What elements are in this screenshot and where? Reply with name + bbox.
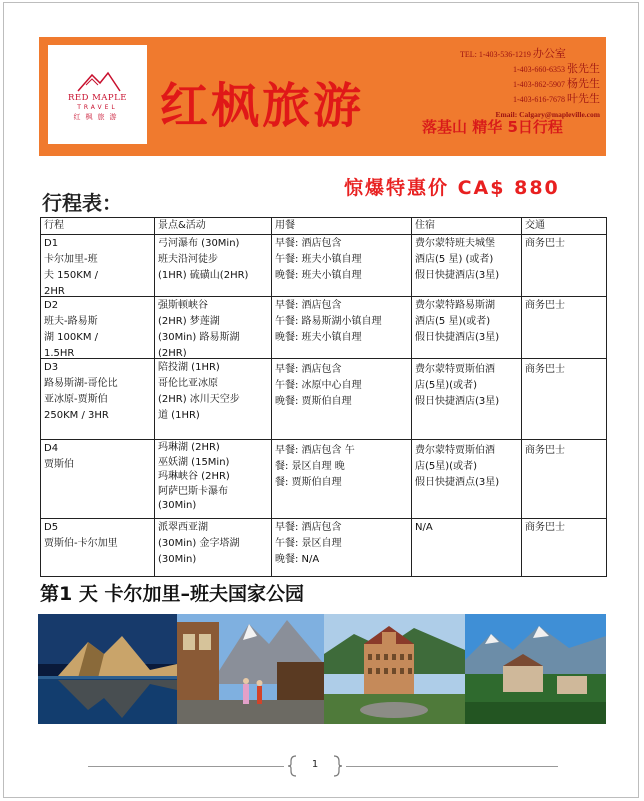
cell-line: 道 (1HR) [158, 410, 200, 421]
lake-photo-illustration [38, 614, 177, 724]
cell-line: 巫妖湖 (15Min) [158, 456, 230, 468]
cell-line: 餐: 贾斯伯自理 [275, 477, 342, 488]
banff-springs-hotel-photo [324, 614, 465, 724]
hotel-cell [412, 359, 522, 440]
contact-name: 张先生 [567, 63, 600, 75]
cell-line: 晚餐: 贾斯伯自理 [275, 396, 352, 407]
cell-line: 酒店(5 星)(或者) [415, 316, 491, 327]
cell-line: 假日快捷酒点(3星) [415, 477, 500, 488]
cell-line: 商务巴士 [525, 445, 565, 456]
route-cell [41, 519, 155, 577]
cell-line: 店(5星)(或者) [415, 461, 477, 472]
cell-line: (30Min) 路易斯湖 [158, 332, 240, 343]
cell-line: 午餐: 路易斯湖小镇自理 [275, 316, 382, 327]
photo-strip [38, 614, 606, 724]
meals-cell [272, 235, 412, 297]
cell-line: 餐: 景区自理 晚 [275, 461, 345, 472]
cell-line: 晚餐: 班夫小镇自理 [275, 332, 362, 343]
contact-phone: 1-403-862-5907 [513, 80, 565, 89]
cell-line: 商务巴士 [525, 522, 565, 533]
column-header: 用餐 [272, 218, 412, 235]
page-number-box [288, 755, 342, 777]
cell-line: 假日快捷酒店(3星) [415, 270, 500, 281]
activities-cell [155, 235, 272, 297]
cell-line: 夫 150KM / [44, 270, 98, 281]
cell-line: (2HR) 冰川天空步 [158, 394, 240, 405]
castle-photo-illustration [324, 614, 465, 724]
column-header: 住宿 [412, 218, 522, 235]
cell-line: 假日快捷酒店(3星) [415, 332, 500, 343]
cell-line: 强斯顿峡谷 [158, 300, 208, 311]
cell-line: 商务巴士 [525, 238, 565, 249]
transport-cell [522, 359, 607, 440]
cell-line: 早餐: 酒店包含 [275, 364, 342, 375]
contact-row [460, 62, 600, 77]
lake-mountain-photo [38, 614, 177, 724]
logo-text-en: RED MAPLE [67, 93, 128, 103]
banff-street-photo [177, 614, 324, 724]
cell-line: 250KM / 3HR [44, 410, 109, 421]
cell-line: 早餐: 酒店包含 午 [275, 445, 355, 456]
itinerary-heading: 行程表： [42, 191, 122, 215]
meals-cell [272, 440, 412, 519]
cell-line: (30Min) [158, 554, 197, 565]
contact-row [460, 47, 600, 62]
hotel-cell [412, 440, 522, 519]
cell-line: 派翠西亚湖 [158, 522, 208, 533]
cell-line: D5 [44, 522, 59, 533]
activities-cell [155, 297, 272, 359]
cell-line: 哥伦比亚冰原 [158, 378, 218, 389]
hotel-cell [412, 519, 522, 577]
cell-line: 班夫沿河徒步 [158, 254, 218, 265]
cell-line: D1 [44, 238, 59, 249]
logo [48, 45, 147, 144]
cell-line: 商务巴士 [525, 300, 565, 311]
cell-line: 商务巴士 [525, 364, 565, 375]
route-cell [41, 235, 155, 297]
contact-phone: 1-403-616-7678 [513, 95, 565, 104]
table-row [41, 297, 607, 359]
cell-line: (30Min) [158, 500, 197, 511]
cell-line: 费尔蒙特班夫城堡 [415, 238, 495, 249]
meals-cell [272, 359, 412, 440]
cell-line: (2HR) [158, 348, 187, 357]
contact-name: 办公室 [532, 48, 566, 60]
contact-phone: 1-403-660-6353 [513, 65, 565, 74]
transport-cell [522, 297, 607, 359]
transport-cell [522, 235, 607, 297]
cell-line: 阿萨巴斯卡瀑布 [158, 485, 228, 497]
meals-cell [272, 297, 412, 359]
tour-name: 落基山 精华 5日行程 [422, 118, 563, 136]
table-row [41, 359, 607, 440]
meals-cell [272, 519, 412, 577]
logo-text-cn: 红枫旅游 [73, 113, 122, 121]
cell-line: 2HR [44, 286, 65, 295]
cell-line: 1.5HR [44, 348, 75, 357]
footer-divider [88, 766, 284, 767]
logo-text-travel: TRAVEL [77, 104, 118, 111]
valley-hotel-photo [465, 614, 606, 724]
cell-line: 陪投湖 (1HR) [158, 362, 220, 373]
contact-name: 叶先生 [567, 93, 600, 105]
cell-line: 费尔蒙特路易斯湖 [415, 300, 495, 311]
cell-line: D2 [44, 300, 59, 311]
cell-line: 弓河瀑布 (30Min) [158, 238, 240, 249]
valley-photo-illustration [465, 614, 606, 724]
cell-line: 晚餐: 班夫小镇自理 [275, 270, 362, 281]
cell-line: 贾斯伯 [44, 459, 74, 470]
cell-line: 午餐: 班夫小镇自理 [275, 254, 362, 265]
itinerary-table [40, 217, 607, 577]
cell-line: 玛琳峡谷 (2HR) [158, 471, 230, 482]
cell-line: 早餐: 酒店包含 [275, 238, 342, 249]
page-number: 1 [311, 759, 319, 770]
table-header-row [41, 218, 607, 235]
cell-line: 酒店(5 星) (或者) [415, 254, 494, 265]
cell-line: 午餐: 冰原中心自理 [275, 380, 362, 391]
contact-row [460, 77, 600, 92]
day-heading: 第1 天 卡尔加里–班夫国家公园 [40, 583, 304, 605]
transport-cell [522, 440, 607, 519]
cell-line: 湖 100KM / [44, 332, 98, 343]
cell-line: 亚冰原-贾斯伯 [44, 394, 108, 405]
activities-cell [155, 359, 272, 440]
table-row [41, 519, 607, 577]
transport-cell [522, 519, 607, 577]
cell-line: D4 [44, 443, 59, 454]
cell-line: (1HR) 硫磺山(2HR) [158, 270, 249, 281]
contact-phone: TEL: 1-403-536-1219 [460, 50, 531, 59]
footer-divider [346, 766, 558, 767]
street-photo-illustration [177, 614, 324, 724]
cell-line: 早餐: 酒店包含 [275, 300, 342, 311]
route-cell [41, 297, 155, 359]
cell-line: D3 [44, 362, 59, 373]
activities-cell [155, 440, 272, 519]
contact-name: 杨先生 [567, 78, 600, 90]
hotel-cell [412, 297, 522, 359]
contact-block [460, 47, 600, 122]
contact-row [460, 92, 600, 107]
cell-line: 假日快捷酒店(3星) [415, 396, 500, 407]
cell-line: (2HR) 梦莲湖 [158, 316, 220, 327]
cell-line: 贾斯伯-卡尔加里 [44, 538, 118, 549]
brand-title: 红枫旅游 [160, 78, 365, 134]
cell-line: 路易斯湖-哥伦比 [44, 378, 118, 389]
activities-cell [155, 519, 272, 577]
cell-line: 卡尔加里-班 [44, 254, 98, 265]
cell-line: 午餐: 景区自理 [275, 538, 342, 549]
column-header: 交通 [522, 218, 607, 235]
cell-line: 玛琳湖 (2HR) [158, 442, 220, 453]
route-cell [41, 359, 155, 440]
cell-line: 早餐: 酒店包含 [275, 522, 342, 533]
contact-email[interactable]: Email: Calgary@mapleville.com [495, 110, 600, 119]
column-header: 行程 [41, 218, 155, 235]
cell-line: 费尔蒙特贾斯伯酒 [415, 364, 495, 375]
cell-line: 费尔蒙特贾斯伯酒 [415, 445, 495, 456]
table-row [41, 440, 607, 519]
column-header: 景点&活动 [155, 218, 272, 235]
header-banner [39, 37, 606, 156]
route-cell [41, 440, 155, 519]
cell-line: 店(5星)(或者) [415, 380, 477, 391]
cell-line: (30Min) 金字塔湖 [158, 538, 240, 549]
table-row [41, 235, 607, 297]
hotel-cell [412, 235, 522, 297]
price-banner: 惊爆特惠价 CA$ 880 [344, 177, 560, 199]
cell-line: N/A [415, 522, 433, 533]
cell-line: 晚餐: N/A [275, 554, 320, 565]
cell-line: 班夫-路易斯 [44, 316, 98, 327]
